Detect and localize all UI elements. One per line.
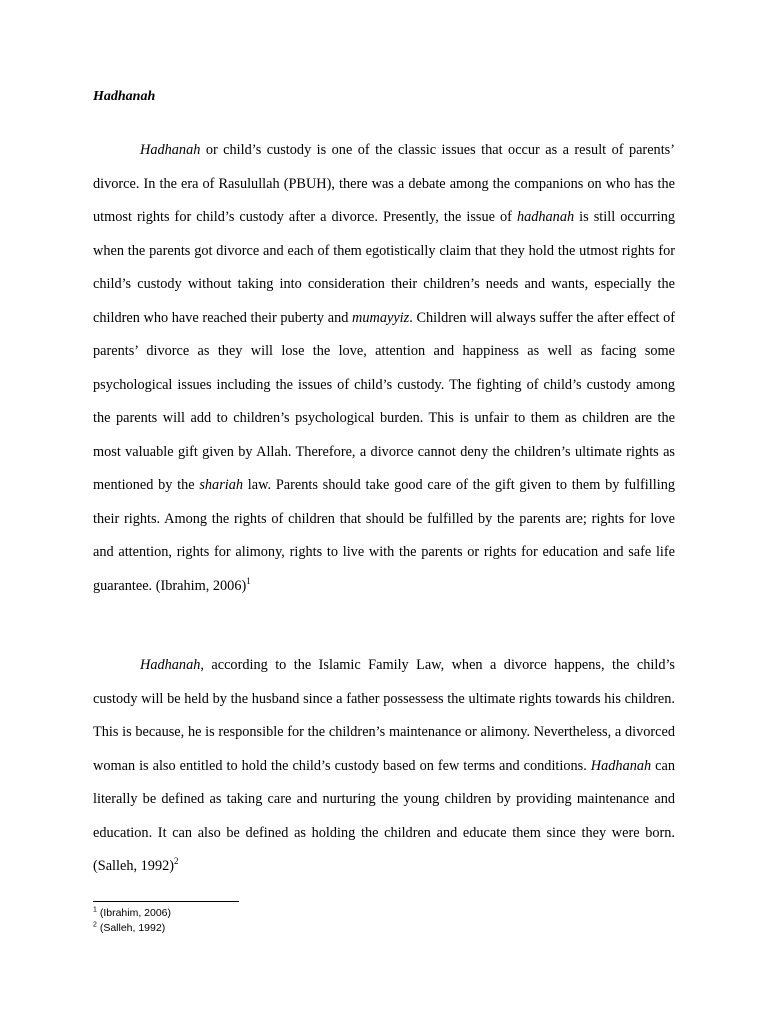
footnote-reference[interactable]: 2: [174, 856, 179, 867]
footnote-mark: 1: [93, 906, 97, 914]
footnote-2: [93, 921, 171, 936]
section-heading: Hadhanah: [93, 89, 156, 104]
footnote-mark: 2: [93, 921, 97, 929]
body-paragraph-2: [93, 649, 675, 884]
footnote-1: [93, 906, 171, 921]
italic-term: mumayyiz: [352, 309, 410, 326]
italic-term: Hadhanah: [140, 142, 201, 158]
body-paragraph-1: [93, 134, 675, 603]
paragraph-text: can literally be defined as taking care and nurturing the young children by providing maintenance and education. It can also be defined as holding the children and educate them since they were born. (Salleh, 1992): [93, 757, 675, 874]
footnote-reference[interactable]: 1: [246, 575, 251, 586]
paragraph-text: is still occurring when the parents got divorce and each of them egotistically claim that they hold the utmost rights for child’s custody without taking into consideration their children’s needs and wants, especially the children who have reached their puberty and: [93, 209, 675, 326]
italic-term: hadhanah: [516, 209, 575, 225]
italic-term: shariah: [199, 477, 244, 493]
footnotes: [93, 906, 171, 936]
italic-term: Hadhanah: [140, 657, 201, 673]
paragraph-text: , according to the Islamic Family Law, when a divorce happens, the child’s custody will be held by the husband since a father possessess the ultimate rights towards his children. This is because, he is responsible for the children’s maintenance or alimony. Nevertheless, a divorced woman is also entitled to hold the child’s custody based on few terms and conditions.: [93, 657, 675, 774]
paragraph-text: law. Parents should take good care of the gift given to them by fulfilling their rights. Among the rights of children that should be fulfilled by the parents are; rights for love and attention, rights for alimony, rights to live with the parents or rights for education and safe life guarantee. (Ibrahim, 2006): [93, 477, 675, 594]
footnote-text: (Ibrahim, 2006): [96, 907, 172, 919]
paragraph-text: or child’s custody is one of the classic issues that occur as a result of parents’ divorce. In the era of Rasulullah (PBUH), there was a debate among the companions on who has the utmost rights for child’s custody after a divorce. Presently, the issue of: [93, 142, 675, 225]
footnote-text: (Salleh, 1992): [96, 922, 166, 934]
italic-term: Hadhanah: [590, 757, 652, 774]
paragraph-text: . Children will always suffer the after effect of parents’ divorce as they will lose the love, attention and happiness as well as facing some psychological issues including the issues of child’s custody. The fighting of child’s custody among the parents will add to children’s psychological burden. This is unfair to them as children are the most valuable gift given by Allah. Therefore, a divorce cannot deny the children’s ultimate rights as mentioned by the: [93, 309, 675, 493]
footnote-separator: [93, 901, 239, 902]
